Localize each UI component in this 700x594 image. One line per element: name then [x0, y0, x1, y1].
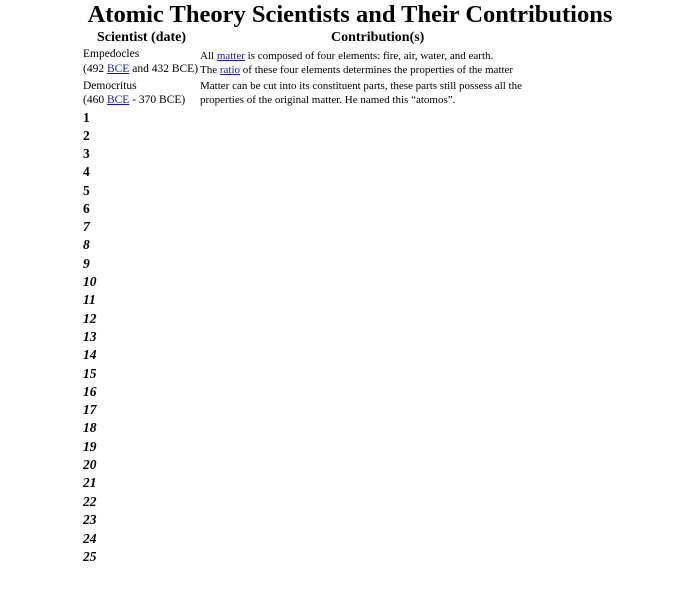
- list-number: 2: [83, 128, 90, 143]
- date-text: and 432 BCE): [129, 63, 199, 75]
- list-number: 17: [83, 402, 97, 417]
- scientist-date: [83, 62, 198, 77]
- list-number: 12: [83, 311, 97, 326]
- list-number: 5: [83, 183, 90, 198]
- list-number: 8: [83, 237, 90, 252]
- contribution-text: All: [200, 50, 217, 62]
- list-number: 10: [83, 274, 97, 289]
- contribution-text: The: [200, 64, 220, 76]
- list-number: 4: [83, 164, 90, 179]
- list-number: 25: [83, 549, 97, 564]
- contribution-text: is composed of four elements: fire, air, water, and earth.: [244, 50, 494, 62]
- bce-link[interactable]: BCE: [106, 94, 130, 106]
- list-number: 11: [83, 292, 96, 307]
- list-number: 24: [83, 531, 97, 546]
- list-number: 14: [83, 347, 97, 362]
- page-title: Atomic Theory Scientists and Their Contributions: [87, 1, 613, 28]
- date-text: - 370 BCE): [129, 94, 186, 106]
- list-number: 19: [83, 439, 97, 454]
- date-text: (492: [83, 63, 107, 75]
- contribution-text: of these four elements determines the properties of the matter: [240, 64, 514, 76]
- scientist-column-header: Scientist (date): [97, 30, 187, 45]
- contribution-column-header: Contribution(s): [331, 30, 425, 45]
- list-number: 1: [83, 110, 90, 125]
- date-text: (460: [83, 94, 107, 106]
- list-number: 22: [83, 494, 97, 509]
- list-number: 23: [83, 512, 97, 527]
- list-number: 21: [83, 475, 97, 490]
- list-number: 7: [83, 219, 90, 234]
- list-number: 20: [83, 457, 97, 472]
- list-number: 16: [83, 384, 97, 399]
- list-number: 18: [83, 420, 97, 435]
- scientist-date: [83, 93, 185, 108]
- ratio-link[interactable]: ratio: [219, 64, 241, 76]
- contribution-line: Matter can be cut into its constituent parts, these parts still possess all the: [200, 80, 522, 92]
- list-number: 15: [83, 366, 97, 381]
- scientist-name: Empedocles: [83, 48, 140, 60]
- bce-link[interactable]: BCE: [106, 63, 130, 75]
- list-number: 6: [83, 201, 90, 216]
- contribution-line: properties of the original matter. He named this “atomos”.: [200, 94, 456, 106]
- list-number: 13: [83, 329, 97, 344]
- list-number: 3: [83, 146, 90, 161]
- contribution-line: [200, 49, 493, 64]
- contribution-line: [200, 63, 513, 78]
- list-number: 9: [83, 256, 90, 271]
- scientist-name: Democritus: [83, 80, 137, 92]
- matter-link[interactable]: matter: [216, 50, 245, 62]
